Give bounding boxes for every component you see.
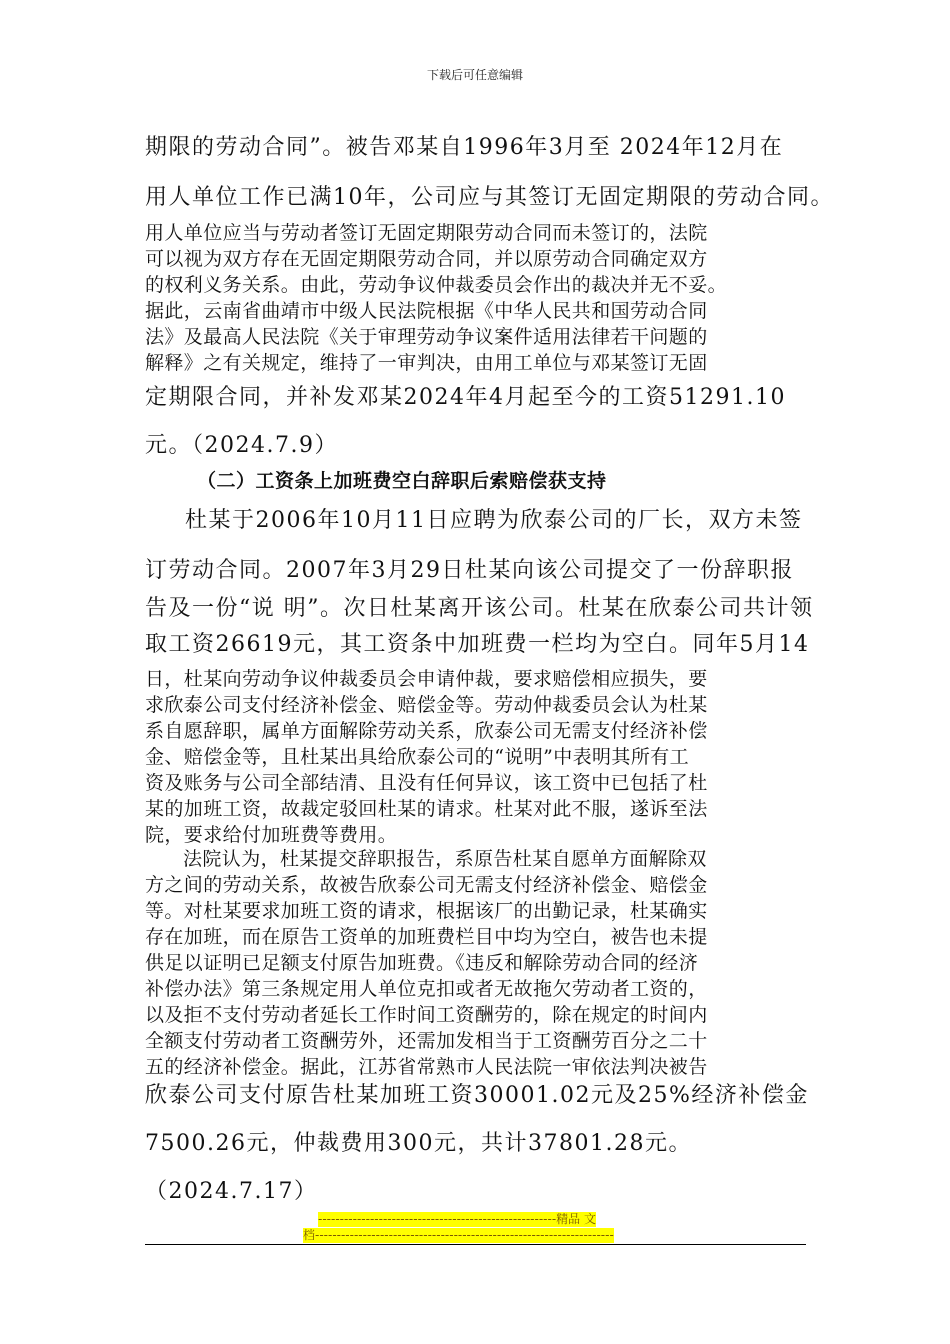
text-line: 求欣泰公司支付经济补偿金、赔偿金等。劳动仲裁委员会认为杜某 bbox=[145, 694, 708, 716]
text-line: 系自愿辞职，属单方面解除劳动关系，欣泰公司无需支付经济补偿 bbox=[145, 720, 708, 742]
text-line: 资及账务与公司全部结清、且没有任何异议，该工资中已包括了杜 bbox=[145, 772, 708, 794]
text-line: 以及拒不支付劳动者延长工作时间工资酬劳的，除在规定的时间内 bbox=[145, 1004, 708, 1026]
text-line: 金、赔偿金等，且杜某出具给欣泰公司的“说明”中表明其所有工 bbox=[145, 746, 690, 768]
text-line: 取工资26619元，其工资条中加班费一栏均为空白。同年5月14 bbox=[145, 632, 810, 657]
text-line: 订劳动合同。2007年3月29日杜某向该公司提交了一份辞职报 bbox=[145, 558, 794, 583]
text-line: 院，要求给付加班费等费用。 bbox=[145, 824, 398, 846]
text-line: 存在加班，而在原告工资单的加班费栏目中均为空白，被告也未提 bbox=[145, 926, 708, 948]
text-line: 全额支付劳动者工资酬劳外，还需加发相当于工资酬劳百分之二十 bbox=[145, 1030, 708, 1052]
text-line: （2024.7.17） bbox=[145, 1179, 318, 1204]
text-line: 用人单位应当与劳动者签订无固定期限劳动合同而未签订的，法院 bbox=[145, 222, 708, 244]
page-header: 下载后可任意编辑 bbox=[426, 68, 523, 82]
section-heading: （二）工资条上加班费空白辞职后索赔偿获支持 bbox=[197, 470, 607, 492]
text-line: 用人单位工作已满10年，公司应与其签订无固定期限的劳动合同。 bbox=[145, 185, 834, 210]
text-line: 方之间的劳动关系，故被告欣泰公司无需支付经济补偿金、赔偿金 bbox=[145, 874, 708, 896]
text-line: 杜某于2006年10月11日应聘为欣泰公司的厂长，双方未签 bbox=[185, 508, 803, 533]
text-line: 定期限合同，并补发邓某2024年4月起至今的工资51291.10 bbox=[145, 385, 786, 410]
text-line: 法》及最高人民法院《关于审理劳动争议案件适用法律若干问题的 bbox=[145, 326, 708, 348]
footer-dashes-line-1: -------------------------------------------------------精品 文 bbox=[318, 1212, 596, 1226]
text-line: 可以视为双方存在无固定期限劳动合同，并以原劳动合同确定双方 bbox=[145, 248, 708, 270]
text-line: 解释》之有关规定，维持了一审判决，由用工单位与邓某签订无固 bbox=[145, 352, 708, 374]
text-line: 法院认为，杜某提交辞职报告，系原告杜某自愿单方面解除双 bbox=[183, 848, 707, 870]
text-line: 欣泰公司支付原告杜某加班工资30001.02元及25%经济补偿金 bbox=[145, 1083, 809, 1108]
text-line: 据此，云南省曲靖市中级人民法院根据《中华人民共和国劳动合同 bbox=[145, 300, 708, 322]
text-line: 期限的劳动合同”。被告邓某自1996年3月至 2024年12月在 bbox=[145, 135, 784, 160]
footer-rule bbox=[145, 1244, 806, 1245]
text-line: 补偿办法》第三条规定用人单位克扣或者无故拖欠劳动者工资的， bbox=[145, 978, 708, 1000]
text-line: 元。（2024.7.9） bbox=[145, 433, 338, 458]
text-line: 等。对杜某要求加班工资的请求，根据该厂的出勤记录，杜某确实 bbox=[145, 900, 708, 922]
text-line: 7500.26元，仲裁费用300元，共计37801.28元。 bbox=[145, 1131, 692, 1156]
text-line: 告及一份“说 明”。次日杜某离开该公司。杜某在欣泰公司共计领 bbox=[145, 596, 814, 621]
text-line: 供足以证明已足额支付原告加班费。《违反和解除劳动合同的经济 bbox=[145, 952, 699, 974]
text-line: 五的经济补偿金。据此，江苏省常熟市人民法院一审依法判决被告 bbox=[145, 1056, 708, 1078]
text-line: 某的加班工资，故裁定驳回杜某的请求。杜某对此不服，遂诉至法 bbox=[145, 798, 708, 820]
footer-dashes-line-2: 档--------------------------------------------------------------------- bbox=[303, 1228, 614, 1242]
text-line: 的权利义务关系。由此，劳动争议仲裁委员会作出的裁决并无不妥。 bbox=[145, 274, 728, 296]
text-line: 日，杜某向劳动争议仲裁委员会申请仲裁，要求赔偿相应损失，要 bbox=[145, 668, 708, 690]
